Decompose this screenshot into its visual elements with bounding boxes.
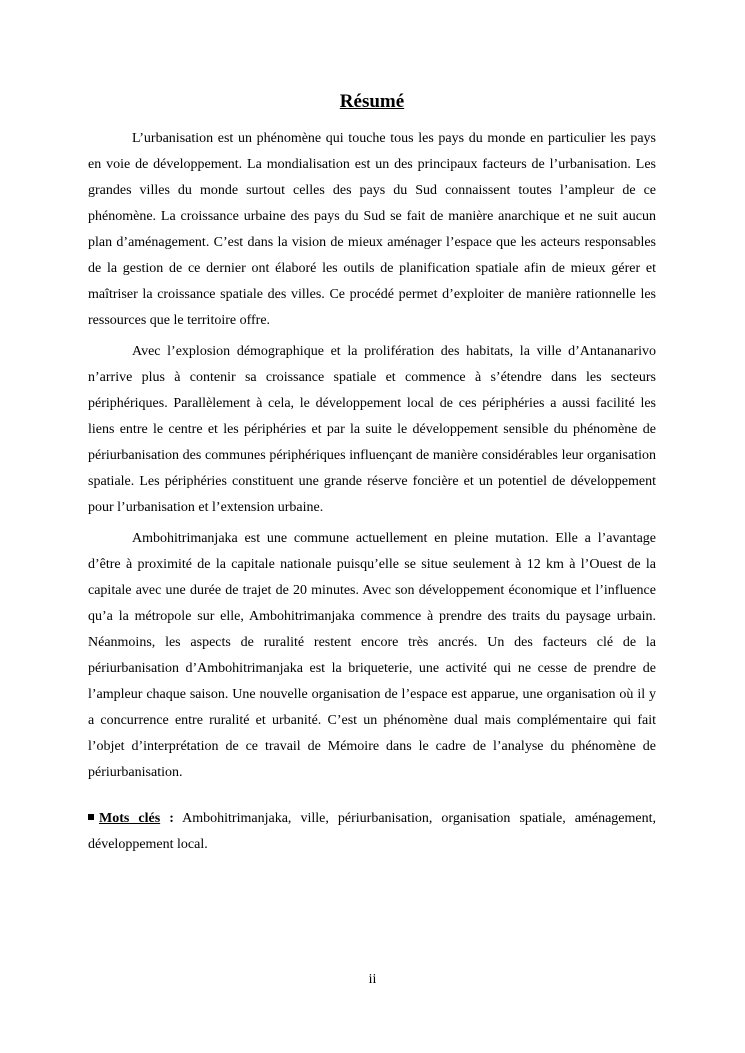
page-title: Résumé bbox=[339, 91, 405, 112]
paragraph-1: L’urbanisation est un phénomène qui touche tous les pays du monde en particulier les pays en voie de développement. La mondialisation est un des principaux facteurs de l’urbanisation. Les grandes villes du monde surtout celles des pays du Sud connaissent toutes l’ampleur de ce phénomène. La croissance urbaine des pays du Sud se fait de manière anarchique et ne suit aucun plan d’aménagement. C’est dans la vision de mieux aménager l’espace que les acteurs responsables de la gestion de ce dernier ont élaboré les outils de planification spatiale afin de mieux gérer et maîtriser la croissance spatiale des villes. Ce procédé permet d’exploiter de manière rationnelle les ressources que le territoire offre. bbox=[88, 131, 656, 328]
keywords-colon: : bbox=[160, 811, 174, 826]
keywords-text: Ambohitrimanjaka, ville, périurbanisation, organisation spatiale, aménagement, développement local. bbox=[88, 811, 656, 852]
paragraph-3: Ambohitrimanjaka est une commune actuellement en pleine mutation. Elle a l’avantage d’être à proximité de la capitale nationale puisqu’elle se situe seulement à 12 km à l’Ouest de la capitale avec une durée de trajet de 20 minutes. Avec son développement économique et l’influence qu’a la métropole sur elle, Ambohitrimanjaka commence à prendre des traits du paysage urbain. Néanmoins, les aspects de ruralité restent encore très ancrés. Un des facteurs clé de la périurbanisation d’Ambohitrimanjaka est la briqueterie, une activité qui ne cesse de prendre de l’ampleur chaque saison. Une nouvelle organisation de l’espace est apparue, une organisation où il y a concurrence entre ruralité et urbanité. C’est un phénomène dual mais complémentaire qui fait l’objet d’interprétation de ce travail de Mémoire dans le cadre de l’analyse du phénomène de périurbanisation. bbox=[88, 531, 656, 780]
keywords-label: Mots clés bbox=[99, 811, 161, 826]
paragraph-2: Avec l’explosion démographique et la prolifération des habitats, la ville d’Antananarivo n’arrive plus à contenir sa croissance spatiale et commence à s’étendre dans les secteurs périphériques. Parallèlement à cela, le développement local de ces périphéries a aussi facilité les liens entre le centre et les périphéries et par la suite le développement sensible du phénomène de périurbanisation des communes périphériques influençant de manière considérables leur organisation spatiale. Les périphéries constituent une grande réserve foncière et un potentiel de développement pour l’urbanisation et l’extension urbaine. bbox=[88, 344, 656, 515]
document-page bbox=[88, 88, 656, 858]
square-bullet-icon bbox=[88, 814, 94, 820]
keywords-line bbox=[88, 806, 656, 858]
page-number: ii bbox=[368, 972, 377, 987]
